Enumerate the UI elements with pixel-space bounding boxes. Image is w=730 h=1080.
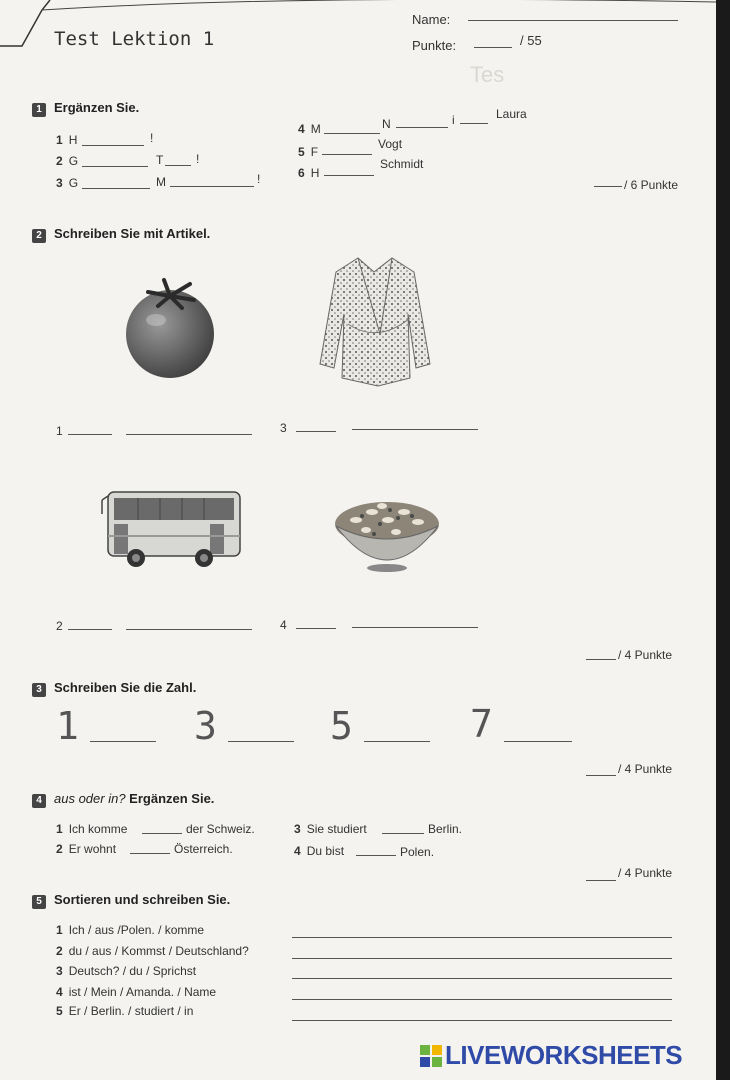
s5-item-4-answer[interactable]	[292, 999, 672, 1000]
section-1-number: 1	[32, 103, 46, 117]
s1-item-2-mid: T	[156, 153, 164, 167]
section-3-heading	[32, 680, 196, 697]
s5-item-1-text: Ich / aus /Polen. / komme	[68, 923, 205, 937]
s2-blank-4b[interactable]	[352, 627, 478, 628]
s3-digit-1: 1	[56, 704, 79, 748]
s4-item-2-number: 2	[56, 842, 63, 856]
s4-item-1-blank[interactable]	[142, 833, 182, 834]
section-1-title: Ergänzen Sie.	[54, 100, 140, 115]
s4-item-4-before: Du bist	[306, 844, 345, 858]
section-4-heading	[32, 791, 214, 808]
s1-item-1-letter: H	[68, 133, 78, 147]
s3-digit-3: 3	[194, 704, 217, 748]
s2-label-3: 3	[280, 421, 287, 435]
s2-points-blank[interactable]	[586, 659, 616, 660]
s1-item-5-blank[interactable]	[322, 154, 372, 155]
s3-blank-5[interactable]	[364, 741, 430, 742]
s1-item-5-letter: F	[310, 145, 319, 159]
s5-item-5-number: 5	[56, 1004, 63, 1018]
s2-blank-1a[interactable]	[68, 434, 112, 435]
s3-digit-7: 7	[470, 702, 493, 746]
s2-label-2: 2	[56, 619, 63, 633]
s5-item-2-answer[interactable]	[292, 958, 672, 959]
section-1-heading	[32, 100, 139, 117]
s1-item-4-blank-c[interactable]	[460, 123, 488, 124]
bus-image	[100, 486, 242, 576]
blouse-image	[318, 254, 432, 388]
s2-blank-1b[interactable]	[126, 434, 252, 435]
s2-label-1: 1	[56, 424, 63, 438]
s4-item-4-after: Polen.	[400, 845, 435, 859]
liveworksheets-logo-icon	[420, 1045, 442, 1067]
s1-item-4-mid: N	[382, 117, 391, 131]
s3-points: / 4 Punkte	[618, 762, 673, 776]
liveworksheets-logo-text: LIVEWORKSHEETS	[445, 1040, 683, 1070]
s1-item-3-mid: M	[156, 175, 166, 189]
s1-item-4-letter-i: i	[452, 113, 455, 127]
s4-item-2-after: Österreich.	[174, 842, 233, 856]
s1-points-blank[interactable]	[594, 186, 622, 187]
s4-item-3-number: 3	[294, 822, 301, 836]
s1-item-6	[298, 166, 319, 180]
s1-item-6-blank[interactable]	[324, 175, 374, 176]
s1-points: / 6 Punkte	[624, 178, 679, 192]
s1-item-5-name: Vogt	[378, 137, 403, 151]
s4-item-1-number: 1	[56, 822, 63, 836]
s4-item-4-number: 4	[294, 844, 301, 858]
s1-item-4	[298, 122, 321, 136]
s5-item-2	[56, 944, 249, 958]
section-5-heading	[32, 892, 230, 909]
section-2-title: Schreiben Sie mit Artikel.	[54, 226, 211, 241]
section-3-number: 3	[32, 683, 46, 697]
s4-item-1-after: der Schweiz.	[186, 822, 255, 836]
s5-item-3-number: 3	[56, 964, 63, 978]
s1-item-6-name: Schmidt	[380, 157, 424, 171]
s4-item-2-blank[interactable]	[130, 853, 170, 854]
s2-points: / 4 Punkte	[618, 648, 673, 662]
s4-item-3-blank[interactable]	[382, 833, 424, 834]
s1-item-2-end: !	[196, 152, 200, 166]
punkte-label: Punkte:	[412, 38, 457, 53]
name-field[interactable]	[468, 20, 678, 21]
s5-item-4-number: 4	[56, 985, 63, 999]
s2-blank-3b[interactable]	[352, 429, 478, 430]
s4-item-3-before: Sie studiert	[306, 822, 367, 836]
section-5-title: Sortieren und schreiben Sie.	[54, 892, 231, 907]
s2-blank-4a[interactable]	[296, 628, 336, 629]
s4-item-2-before: Er wohnt	[68, 842, 117, 856]
section-4-title-rest: Ergänzen Sie.	[125, 791, 215, 806]
s1-item-4-blank-b[interactable]	[396, 127, 448, 128]
s1-item-1	[56, 133, 77, 147]
s1-item-1-blank[interactable]	[82, 145, 144, 146]
s3-digit-5: 5	[330, 704, 353, 748]
s4-item-4	[294, 844, 344, 858]
s1-item-6-number: 6	[298, 166, 305, 180]
s5-item-4-text: ist / Mein / Amanda. / Name	[68, 985, 217, 999]
s1-item-3-number: 3	[56, 176, 63, 190]
s3-blank-1[interactable]	[90, 741, 156, 742]
page-edge-shadow	[716, 0, 730, 1080]
section-4-title-italic: aus oder in?	[54, 791, 126, 806]
s5-item-3-text: Deutsch? / du / Sprichst	[68, 964, 197, 978]
s4-item-1	[56, 822, 127, 836]
s1-item-4-number: 4	[298, 122, 305, 136]
s4-item-2	[56, 842, 116, 856]
s1-item-5	[298, 145, 318, 159]
s3-blank-7[interactable]	[504, 741, 572, 742]
s1-item-2-blank-b[interactable]	[165, 165, 191, 166]
tomato-image	[118, 272, 220, 384]
s3-points-blank[interactable]	[586, 775, 616, 776]
punkte-total: / 55	[520, 33, 542, 48]
s1-item-4-name: Laura	[496, 107, 527, 121]
s5-item-5-answer[interactable]	[292, 1020, 672, 1021]
s4-item-3	[294, 822, 367, 836]
s1-item-5-number: 5	[298, 145, 305, 159]
s1-item-1-number: 1	[56, 133, 63, 147]
s1-item-4-letter: M	[310, 122, 321, 136]
s5-item-2-number: 2	[56, 944, 63, 958]
s4-item-3-after: Berlin.	[428, 822, 463, 836]
s1-item-2-letter: G	[68, 154, 79, 168]
section-5-number: 5	[32, 895, 46, 909]
s1-item-6-letter: H	[310, 166, 320, 180]
s5-item-1-answer[interactable]	[292, 937, 672, 938]
s1-item-2-number: 2	[56, 154, 63, 168]
s5-item-1	[56, 923, 204, 937]
s2-blank-2a[interactable]	[68, 629, 112, 630]
s1-item-3-end: !	[257, 172, 261, 186]
cereal-bowl-image	[332, 490, 442, 576]
s2-label-4: 4	[280, 618, 287, 632]
s5-item-2-text: du / aus / Kommst / Deutschland?	[68, 944, 249, 958]
s1-item-4-blank-a[interactable]	[324, 133, 380, 134]
s5-item-5-text: Er / Berlin. / studiert / in	[68, 1004, 194, 1018]
punkte-field[interactable]	[474, 47, 512, 48]
s5-item-3-answer[interactable]	[292, 978, 672, 979]
s1-item-3	[56, 176, 78, 190]
s2-blank-2b[interactable]	[126, 629, 252, 630]
s1-item-3-blank-b[interactable]	[170, 186, 254, 187]
section-4-number: 4	[32, 794, 46, 808]
s5-item-5	[56, 1004, 193, 1018]
bleed-through-text: Tes	[470, 62, 505, 87]
s5-item-3	[56, 964, 196, 978]
s5-item-4	[56, 985, 216, 999]
s1-item-2-blank-a[interactable]	[82, 166, 148, 167]
s1-item-1-end: !	[150, 131, 154, 145]
name-label: Name:	[412, 12, 451, 27]
section-2-heading	[32, 226, 210, 243]
s1-item-2	[56, 154, 78, 168]
liveworksheets-logo	[420, 1040, 682, 1071]
s5-item-1-number: 1	[56, 923, 63, 937]
s4-item-4-blank[interactable]	[356, 855, 396, 856]
s1-item-3-blank-a[interactable]	[82, 188, 150, 189]
s4-item-1-before: Ich komme	[68, 822, 128, 836]
s2-blank-3a[interactable]	[296, 431, 336, 432]
s3-blank-3[interactable]	[228, 741, 294, 742]
s4-points: / 4 Punkte	[618, 866, 673, 880]
section-2-number: 2	[32, 229, 46, 243]
page-title: Test Lektion 1	[54, 28, 215, 50]
section-3-title: Schreiben Sie die Zahl.	[54, 680, 197, 695]
s4-points-blank[interactable]	[586, 880, 616, 881]
s1-item-3-letter: G	[68, 176, 79, 190]
